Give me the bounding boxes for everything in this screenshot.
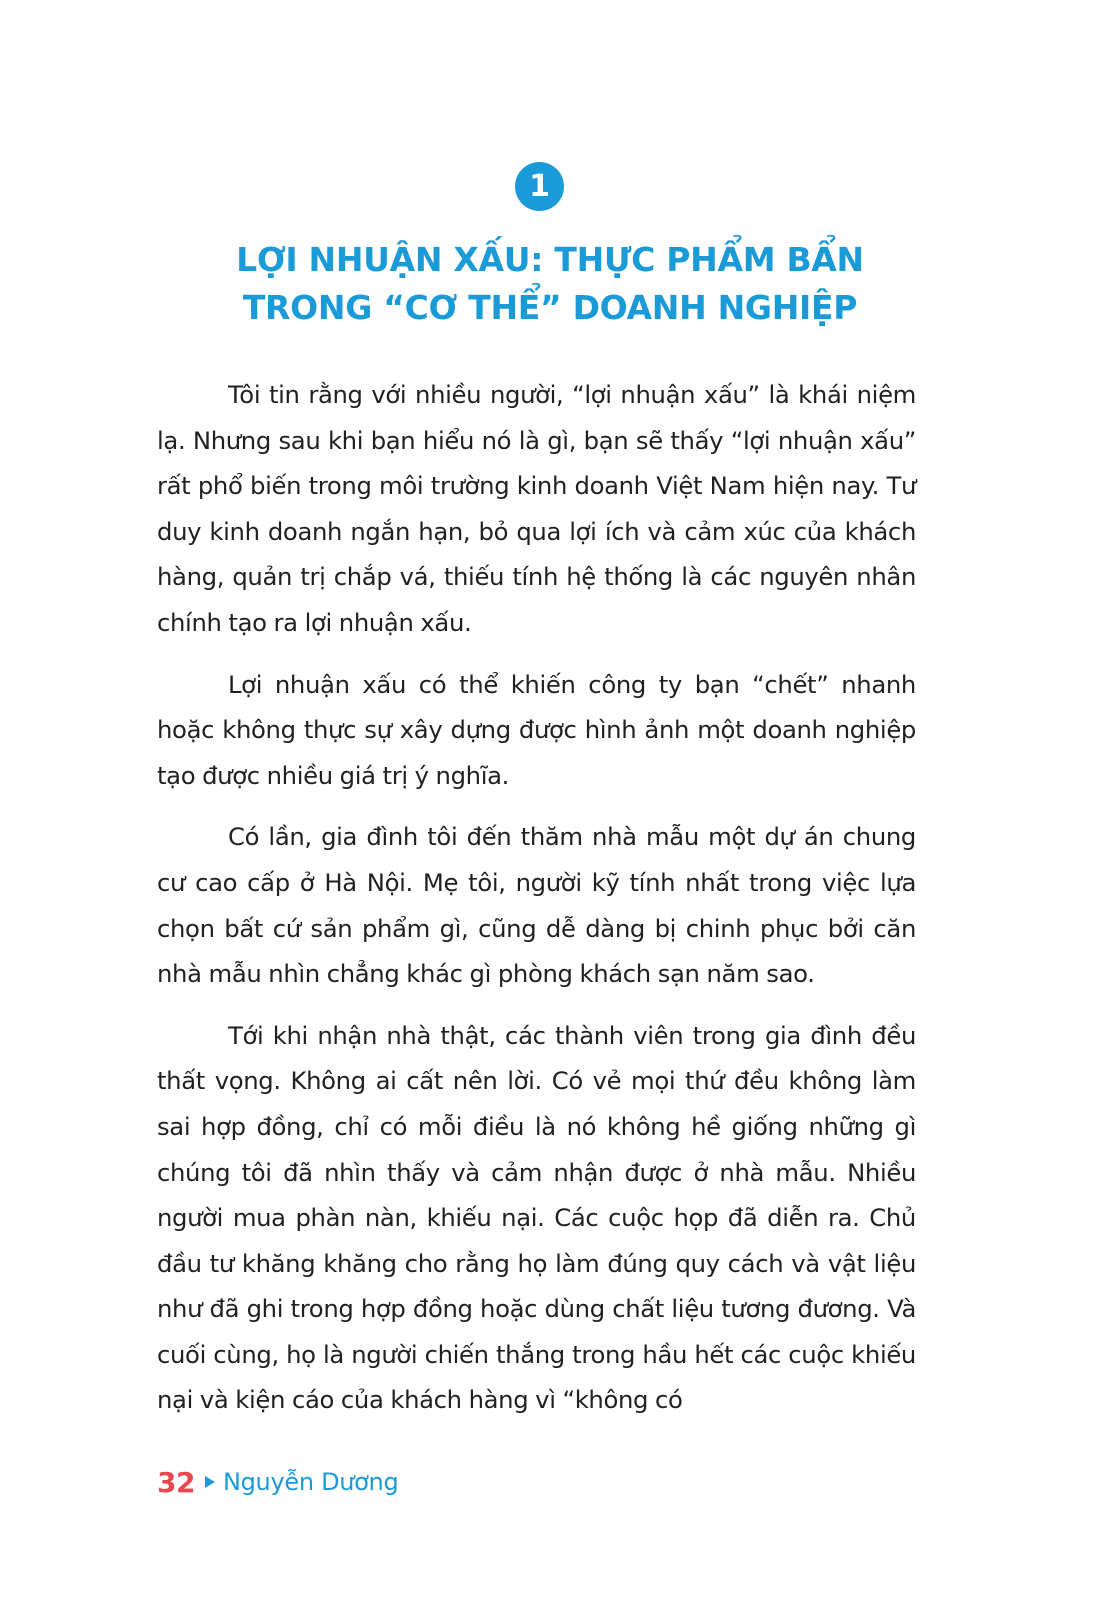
triangle-right-icon [205,1476,215,1488]
paragraph-4: Tới khi nhận nhà thật, các thành viên trong gia đình đều thất vọng. Không ai cất nên lời. Có vẻ mọi thứ đều không làm sai hợp đồng, chỉ có mỗi điều là nó không hề giống những gì chúng tôi đã nhìn thấy và cảm nhận được ở nhà mẫu. Nhiều người mua phàn nàn, khiếu nại. Các cuộc họp đã diễn ra. Chủ đầu tư khăng khăng cho rằng họ làm đúng quy cách và vật liệu như đã ghi trong hợp đồng hoặc dùng chất liệu tương đương. Và cuối cùng, họ là người chiến thắng trong hầu hết các cuộc khiếu nại và kiện cáo của khách hàng vì “không có [157,1020,916,1415]
paragraph-2: Lợi nhuận xấu có thể khiến công ty bạn “chết” nhanh hoặc không thực sự xây dựng được hình ảnh một doanh nghiệp tạo được nhiều giá trị ý nghĩa. [157,669,916,790]
body-text [157,372,916,1439]
chapter-title-line-2: TRONG “CƠ THỂ” DOANH NGHIỆP [242,288,858,327]
paragraph-3: Có lần, gia đình tôi đến thăm nhà mẫu một dự án chung cư cao cấp ở Hà Nội. Mẹ tôi, người kỹ tính nhất trong việc lựa chọn bất cứ sản phẩm gì, cũng dễ dàng bị chinh phục bởi căn nhà mẫu nhìn chẳng khác gì phòng khách sạn năm sao. [157,822,916,989]
chapter-title [150,236,950,332]
chapter-title-line-1: LỢI NHUẬN XẤU: THỰC PHẨM BẨN [236,240,864,279]
author-name: Nguyễn Dương [222,1468,399,1496]
page-footer [157,1464,398,1500]
paragraph-1: Tôi tin rằng với nhiều người, “lợi nhuận xấu” là khái niệm lạ. Nhưng sau khi bạn hiểu nó là gì, bạn sẽ thấy “lợi nhuận xấu” rất phổ biến trong môi trường kinh doanh Việt Nam hiện nay. Tư duy kinh doanh ngắn hạn, bỏ qua lợi ích và cảm xúc của khách hàng, quản trị chắp vá, thiếu tính hệ thống là các nguyên nhân chính tạo ra lợi nhuận xấu. [157,380,916,637]
chapter-number-badge: 1 [515,162,564,211]
page-number: 32 [157,1465,195,1499]
